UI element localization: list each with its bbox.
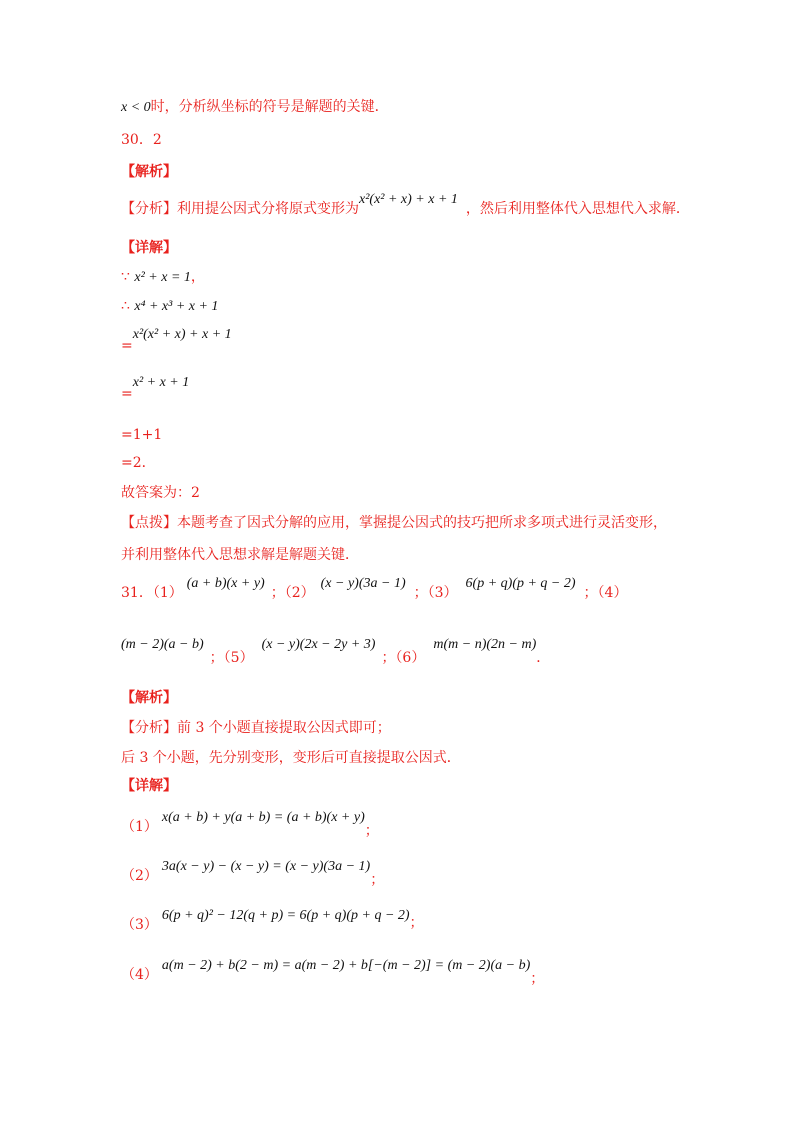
step-therefore: [121, 296, 218, 317]
detail-label-1: （1）: [121, 819, 158, 835]
detail-math-2: 3a(x − y) − (x − y) = (x − y)(3a − 1): [161, 859, 371, 874]
math-x2-x-1: x² + x + 1: [132, 375, 190, 390]
analysis-31-line-1: 【分析】前 3 个小题直接提取公因式即可；: [121, 720, 391, 736]
detail-heading-30: 【详解】: [121, 240, 177, 256]
q31-answer-2: (x − y)(3a − 1): [320, 576, 406, 591]
q31-label-3: ；（3）: [413, 585, 458, 601]
q31-label-2: ；（2）: [270, 585, 315, 601]
q31-label-5: ；（5）: [209, 650, 254, 666]
q31-answer-4: (m − 2)(a − b): [121, 637, 204, 652]
q31-answer-6: m(m − n)(2n − m): [433, 637, 537, 652]
detail-math-4: a(m − 2) + b(2 − m) = a(m − 2) + b[−(m − 2)] = (m − 2)(a − b): [161, 958, 531, 973]
q31-label-6: ；（6）: [381, 650, 426, 666]
step-because: [121, 267, 205, 288]
analysis-30-text-a: 【分析】利用提公因式分将原式变形为: [121, 201, 359, 217]
detail-label-4: （4）: [121, 967, 158, 983]
math-x-lt-0: x < 0: [121, 100, 151, 115]
detail-step-3: [121, 905, 424, 933]
step-4: [121, 375, 190, 402]
q31-label-4: ；（4）: [583, 585, 628, 601]
q31-answer-5: (x − y)(2x − 2y + 3): [261, 637, 376, 652]
detail-step-2: [121, 856, 385, 888]
analysis-30-line: [121, 192, 690, 220]
semicolon: ；: [409, 915, 424, 931]
final-answer-30: 故答案为：2: [121, 485, 200, 501]
semicolon: ；: [364, 823, 379, 839]
semicolon: ；: [370, 872, 385, 888]
question-30-answer: 30．2: [121, 132, 162, 148]
detail-math-1: x(a + b) + y(a + b) = (a + b)(x + y): [161, 810, 365, 825]
period: ．: [536, 650, 551, 666]
detail-label-2: （2）: [121, 868, 158, 884]
analysis-31-line-2: 后 3 个小题，先分别变形，变形后可直接提取公因式．: [121, 750, 461, 766]
question-31-answers-row-2: [121, 637, 551, 666]
math-factored-expression: x²(x² + x) + x + 1: [132, 327, 232, 342]
analysis-heading-30: 【解析】: [121, 164, 177, 180]
q31-answer-1: (a + b)(x + y): [186, 576, 265, 591]
step-3: [121, 327, 232, 354]
comma: ，: [190, 269, 205, 285]
equals-sign: =: [121, 386, 133, 402]
detail-step-4: [121, 955, 545, 987]
math-x4-expression: x⁴ + x³ + x + 1: [134, 299, 219, 314]
semicolon: ；: [530, 971, 545, 987]
line-conclusion: [121, 97, 389, 118]
q31-label-1: 31．（1）: [121, 585, 183, 601]
detail-label-3: （3）: [121, 917, 158, 933]
detail-math-3: 6(p + q)² − 12(q + p) = 6(p + q)(p + q − 2): [161, 908, 410, 923]
math-transform-expression: x²(x² + x) + x + 1: [359, 192, 458, 207]
detail-heading-31: 【详解】: [121, 778, 177, 794]
analysis-30-text-b: ，然后利用整体代入思想代入求解．: [465, 201, 690, 217]
detail-step-1: [121, 807, 379, 839]
step-5: =1+1: [121, 427, 163, 443]
conclusion-text: 时，分析纵坐标的符号是解题的关键．: [150, 99, 389, 115]
remark-line-1: 【点拨】本题考查了因式分解的应用，掌握提公因式的技巧把所求多项式进行灵活变形，: [121, 515, 667, 531]
because-symbol: ∵: [121, 269, 130, 285]
step-6: =2．: [121, 455, 156, 471]
q31-answer-3: 6(p + q)(p + q − 2): [465, 576, 576, 591]
question-31-answers-row-1: [121, 576, 628, 604]
equals-sign: =: [121, 338, 133, 354]
remark-line-2: 并利用整体代入思想求解是解题关键．: [121, 547, 359, 563]
analysis-heading-31: 【解析】: [121, 690, 177, 706]
therefore-symbol: ∴: [121, 298, 130, 314]
math-x2-plus-x-eq-1: x² + x = 1: [134, 270, 191, 285]
